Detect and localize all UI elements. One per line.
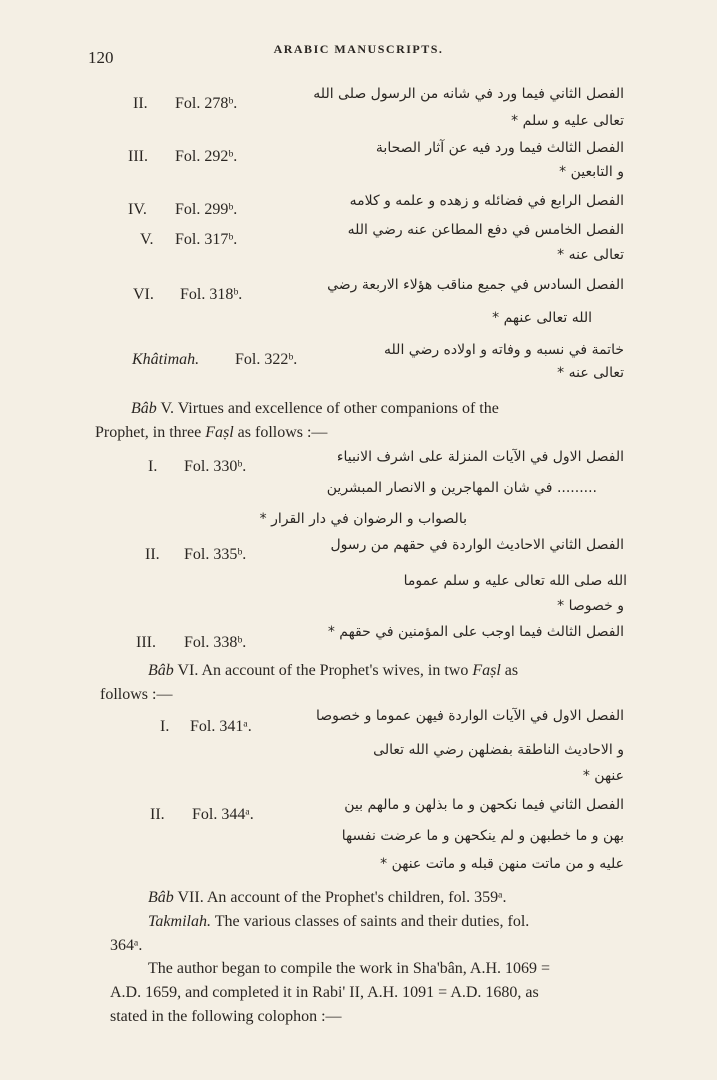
arabic-text: خاتمة في نسبه و وفاته و اولاده رضي الله (384, 342, 624, 358)
folio-ref: Fol. 322ᵇ. (235, 351, 298, 368)
takmilah-line: Takmilah. The various classes of saints and their duties, fol. (148, 913, 530, 930)
closing-paragraph-cont: A.D. 1659, and completed it in Rabi' II, A.H. 1091 = A.D. 1680, as (110, 984, 539, 1001)
arabic-text: الفصل الثاني فيما ورد في شانه من الرسول صلى الله (313, 86, 624, 102)
folio-ref: Fol. 317ᵇ. (175, 231, 238, 248)
arabic-text: و خصوصا * (557, 598, 624, 614)
arabic-text: تعالى عنه * (557, 365, 624, 381)
folio-ref: Fol. 292ᵇ. (175, 148, 238, 165)
arabic-text: الفصل الثالث فيما ورد فيه عن آثار الصحابة (375, 140, 624, 156)
arabic-text: الفصل الاول في الآيات الواردة فيهن عموما و خصوصا (316, 708, 624, 724)
arabic-text: الفصل الخامس في دفع المطاعن عنه رضي الله (347, 222, 624, 238)
folio-ref: Fol. 338ᵇ. (184, 634, 247, 651)
folio-ref: Fol. 335ᵇ. (184, 546, 247, 563)
entry-number: III. (128, 148, 148, 165)
folio-ref: Fol. 278ᵇ. (175, 95, 238, 112)
khatimah-label: Khâtimah. (132, 351, 200, 368)
closing-paragraph-cont: stated in the following colophon :— (110, 1008, 342, 1025)
arabic-text: الفصل الاول في الآيات المنزلة على اشرف الانبياء (336, 449, 624, 465)
arabic-text: الفصل الثالث فيما اوجب على المؤمنين في حقهم * (327, 624, 624, 640)
bab-heading: Bâb VII. An account of the Prophet's children, fol. 359ᵃ. (148, 889, 507, 906)
closing-paragraph: The author began to compile the work in Sha'bân, A.H. 1069 = (148, 960, 551, 977)
entry-number: III. (136, 634, 156, 651)
running-title: ARABIC MANUSCRIPTS. (273, 42, 444, 56)
entry-number: II. (150, 806, 165, 823)
entry-number: II. (145, 546, 160, 563)
page-number: 120 (88, 48, 114, 67)
folio-ref: Fol. 344ᵃ. (192, 806, 254, 823)
arabic-text: تعالى عنه * (557, 247, 624, 263)
arabic-text: و الاحاديث الناطقة بفضلهن رضي الله تعالى (373, 742, 624, 758)
entry-number: V. (140, 231, 154, 248)
arabic-text: بهن و ما خطبهن و لم ينكحهن و ما عرضت نفسها (341, 828, 624, 844)
arabic-text: و التابعين * (559, 164, 624, 180)
arabic-text: الفصل الرابع في فضائله و زهده و علمه و كلامه (349, 193, 624, 209)
entry-number: I. (160, 718, 170, 735)
folio-ref: Fol. 318ᵇ. (180, 286, 243, 303)
arabic-text: الله صلى الله تعالى عليه و سلم عموما (403, 573, 627, 589)
entry-number: II. (133, 95, 148, 112)
entry-number: IV. (128, 201, 147, 218)
bab-heading: Bâb VI. An account of the Prophet's wives, in two Faṣl as (148, 662, 519, 679)
entry-number: VI. (133, 286, 154, 303)
entry-number: I. (148, 458, 158, 475)
arabic-text: عليه و من ماتت منهن قبله و ماتت عنهن * (380, 856, 624, 872)
arabic-text: الفصل الثاني الاحاديث الواردة في حقهم من رسول (330, 537, 624, 553)
takmilah-cont: 364ᵃ. (110, 937, 143, 954)
arabic-text: ......... في شان المهاجرين و الانصار المبشرين (326, 480, 597, 496)
folio-ref: Fol. 299ᵇ. (175, 201, 238, 218)
bab-heading-cont: Prophet, in three Faṣl as follows :— (95, 424, 328, 441)
bab-heading: Bâb V. Virtues and excellence of other companions of the (131, 400, 499, 417)
bab-heading-cont: follows :— (100, 686, 173, 703)
arabic-text: تعالى عليه و سلم * (511, 113, 624, 129)
arabic-text: عنهن * (582, 768, 624, 784)
arabic-text: الفصل السادس في جميع مناقب هؤلاء الاربعة رضي (327, 277, 624, 293)
arabic-text: بالصواب و الرضوان في دار القرار * (259, 511, 467, 527)
folio-ref: Fol. 341ᵃ. (190, 718, 252, 735)
arabic-text: الله تعالى عنهم * (492, 310, 592, 326)
arabic-text: الفصل الثاني فيما نكحهن و ما بذلهن و مالهم بين (344, 797, 624, 813)
folio-ref: Fol. 330ᵇ. (184, 458, 247, 475)
